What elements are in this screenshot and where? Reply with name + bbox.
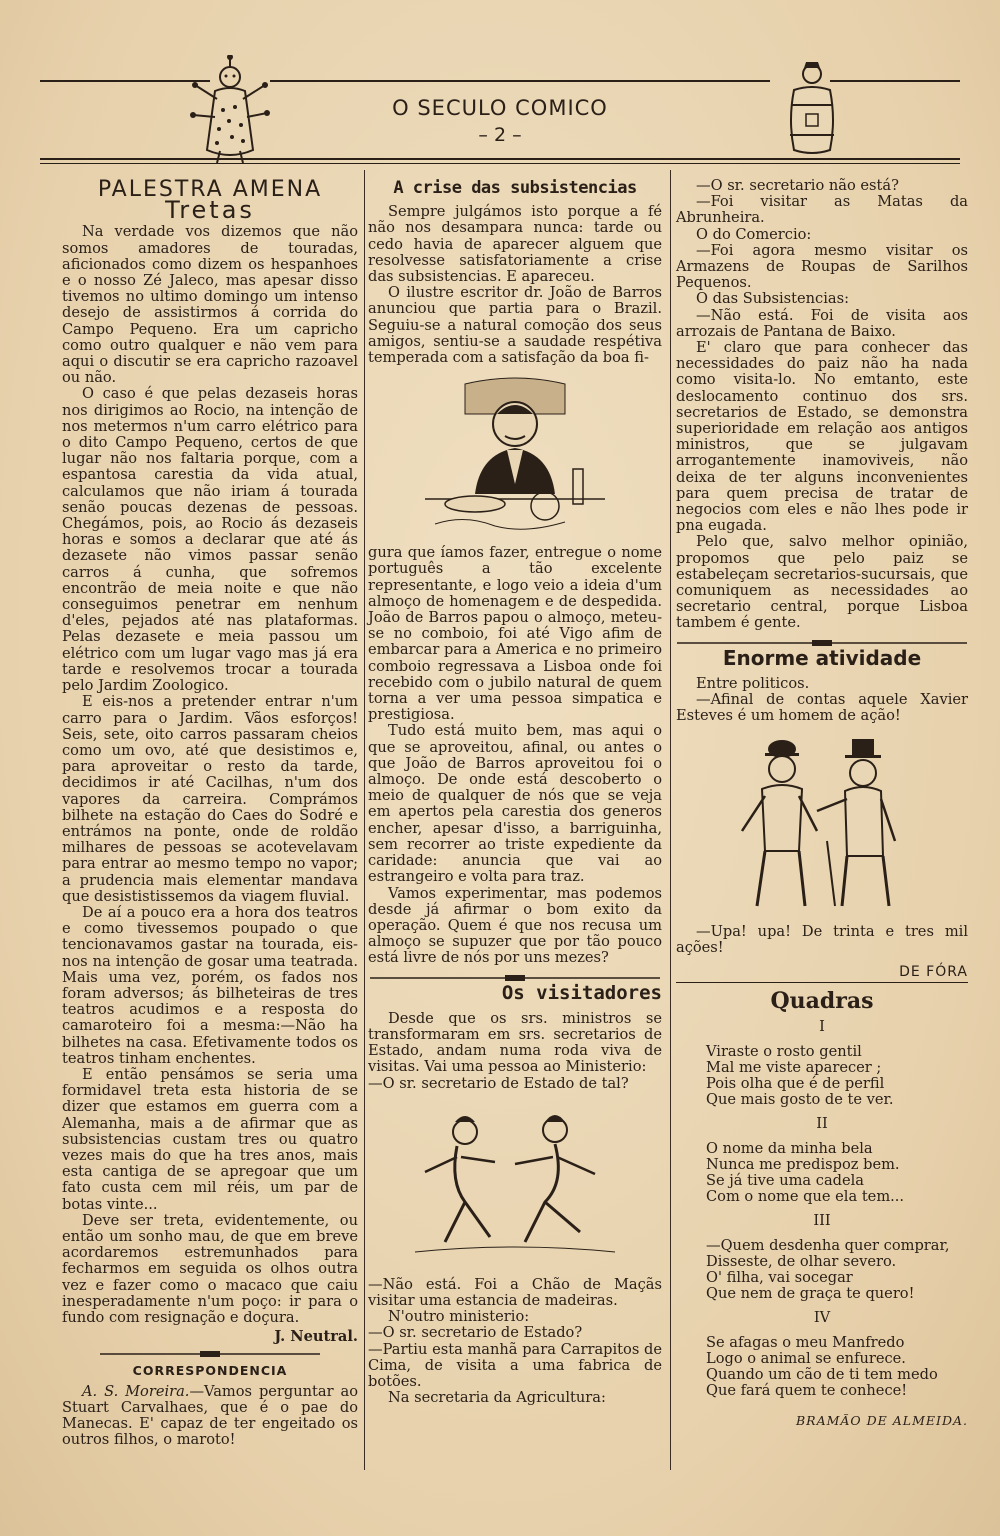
column-rule-2 [670, 170, 671, 1470]
verse-line: Que fará quem te conhece! [706, 1382, 908, 1400]
paragraph: N'outro ministerio: [388, 1308, 530, 1326]
verse-line: —Quem desdenha quer comprar, [706, 1236, 950, 1254]
paragraph: Sempre julgámos isto porque a fé não nos desampara nunca: tarde ou cedo havia de aparecer alguem que resolvesse satisfatoriamente a crise das subsistencias. E apareceu. [368, 203, 662, 286]
signature: J. Neutral. [274, 1328, 358, 1346]
stanza [676, 1044, 968, 1109]
article-title-visitadores: Os visitadores [501, 981, 662, 1004]
paragraph: —Upa! upa! De trinta e tres mil ações! [676, 922, 968, 956]
column-rule-1 [364, 170, 365, 1470]
verse-line: Que mais gosto de te ver. [706, 1091, 894, 1109]
correspondence-text: —Vamos perguntar ao Stuart Carvalhaes, que é o pae do Manecas. E' capaz de ter engeitado os outros filhos, o maroto! [62, 1382, 358, 1449]
paragraph: —Afinal de contas aquele Xavier Esteves é um homem de ação! [676, 691, 968, 725]
verse-line: Viraste o rosto gentil [706, 1042, 862, 1060]
paragraph: Pelo que, salvo melhor opinião, propomos que pelo paiz se estabeleçam secretarios-sucursais, que comuniquem as necessidades ao secretario central, porque Lisboa tambem é gente. [676, 533, 968, 632]
stanza [676, 1141, 968, 1206]
verse-line: O nome da minha bela [706, 1139, 873, 1157]
paragraph: —Foi agora mesmo visitar os Armazens de Roupas de Sarilhos Pequenos. [676, 241, 968, 292]
separator-ornament [368, 975, 662, 981]
man-dining-illustration [415, 374, 615, 539]
column-center [368, 180, 662, 1406]
verse-line: Mal me viste aparecer ; [706, 1058, 882, 1076]
two-gentlemen-illustration [707, 731, 937, 916]
paragraph: —O sr. secretario não está? [696, 177, 899, 194]
paragraph: Entre politicos. [696, 674, 810, 692]
correspondence-title: CORRESPONDENCIA [132, 1363, 288, 1379]
separator-ornament [62, 1351, 358, 1357]
paragraph: O caso é que pelas dezaseis horas nos dirigimos ao Rocio, na intenção de nos metermos n'um carro elétrico para o dito Campo Pequeno, certos de que lugar não nos faltaria porque, com a espantosa carestia da vida atual, calculamos que não iriam á tourada senão poucas dezenas de pessoas. Chegámos, pois, ao Rocio ás dezaseis horas e somos a declarar que até ás dezasete não vimos passar senão carros á cunha, que sofremos encontrão de meia noite e que não conseguimos penetrar em nenhum d'eles, pejados até nas plataformas. Pelas dezasete e meia passou um elétrico com um lugar vago mas já era tarde e resolvemos trocar a tourada pelo Jardim Zoologico. [62, 385, 358, 695]
paragraph: —Foi visitar as Matas da Abrunheira. [676, 193, 968, 227]
newspaper-title: O SECULO COMICO [392, 96, 608, 120]
stanza [676, 1238, 968, 1303]
verse-line: Pois olha que é de perfil [706, 1074, 885, 1092]
verse-line: Com o nome que ela tem... [706, 1188, 905, 1206]
stanza-number: II [816, 1115, 828, 1133]
verse-line: Se já tive uma cadela [706, 1171, 864, 1189]
paragraph: E eis-nos a pretender entrar n'um carro para o Jardim. Vãos esforços! Seis, sete, oito carros passaram cheios como um ovo, até que desistimos e, para aproveitar o resto da tarde, decidimos ir até Cacilhas, n'um dos vapores da carreira. Comprámos bilhete na estação do Caes do Sodré e entrámos na ponte, onde de roldão milhares de pessoas se acotevelavam para entrar ao mesmo tempo no vapor; a prudencia mais elementar mandava que desististissemos da viagem fluvial. [62, 693, 358, 905]
stanza-number: I [819, 1018, 825, 1036]
verse-line: Logo o animal se enfurece. [706, 1349, 906, 1367]
verse-line: Disseste, de olhar severo. [706, 1252, 897, 1270]
paragraph: O ilustre escritor dr. João de Barros anunciou que partia para o Brazil. Seguiu-se a natural comoção dos seus amigos, sentiu-se a saudade respétiva temperada com a satisfação da boa fi- [368, 284, 662, 367]
stanza-number: IV [813, 1309, 831, 1327]
men-running-illustration [395, 1102, 635, 1267]
article-title-enorme: Enorme atividade [722, 645, 922, 670]
page-number: – 2 – [478, 124, 522, 146]
verse-line: O' filha, vai socegar [706, 1268, 853, 1286]
paragraph: —O sr. secretario de Estado de tal? [368, 1074, 629, 1092]
column-right [676, 178, 968, 1430]
paragraph: Vamos experimentar, mas podemos desde já afirmar o bom exito da operação. Quem é que nos recusa um almoço se supuzer que por tão pouco está livre de nós por uns mezes? [368, 884, 662, 967]
paragraph: —Não está. Foi de visita aos arrozais de Pantana de Baixo. [676, 306, 968, 340]
article-title-crise: A crise das subsistencias [393, 178, 637, 198]
verse-line: Nunca me predispoz bem. [706, 1155, 900, 1173]
section-title-palestra: PALESTRA AMENA [97, 177, 323, 202]
paragraph: —Não está. Foi a Chão de Maçãs visitar uma estancia de madeiras. [368, 1275, 662, 1309]
paragraph: E então pensámos se seria uma formidavel treta esta historia de se dizer que estamos em guerra com a Alemanha, mais a de afirmar que as subsistencias custam tres ou quatro vezes mais do que ha tres anos, mais esta cantiga de se apregoar que um fato custa cem mil réis, um par de botas vinte... [62, 1065, 358, 1213]
paragraph: E' claro que para conhecer das necessidades do paiz não ha nada como visita-lo. No emtanto, este deslocamento continuo dos srs. secretarios de Estado, se demonstra superioridade em relação aos antigos ministros, que se julgavam arrogantemente inamoviveis, não deixa de ter alguns inconvenientes para quem precisa de tratar de negocios com eles e não lhes pode ir pna eugada. [676, 339, 968, 535]
paragraph: —O sr. secretario de Estado? [368, 1324, 583, 1342]
poem-author: BRAMÃO DE ALMEIDA. [795, 1413, 968, 1429]
article-title-tretas: Tretas [165, 196, 255, 225]
paragraph: Na verdade vos dizemos que não somos amadores de touradas, aficionados como dizem os hespanhoes e o nosso Zé Jaleco, mas apesar disso tivemos no ultimo domingo um intenso desejo de assistirmos á corrida do Campo Pequeno. Era um capricho como outro qualquer e não vem para aqui o discutir se era capricho razoavel ou não. [62, 223, 358, 387]
header-rule-bottom-thin [40, 163, 960, 164]
paragraph: Desde que os srs. ministros se transformaram em srs. secretarios de Estado, andam numa roda viva de visitas. Vai uma pessoa ao Ministerio: [368, 1009, 662, 1076]
paragraph: —Partiu esta manhã para Carrapitos de Cima, de visita a uma fabrica de botões. [368, 1340, 662, 1390]
header-rule-top-center [270, 80, 770, 82]
paragraph: O do Comercio: [696, 225, 812, 243]
paragraph: O das Subsistencias: [696, 290, 850, 308]
paragraph: gura que íamos fazer, entregue o nome português a tão excelente representante, e logo veio a ideia d'um almoço de homenagem e de despedida. João de Barros papou o almoço, meteu-se no comboio, foi até Vigo afim de embarcar para a America e no primeiro comboio regressava a Lisboa onde foi recebido com o jubilo natural de quem torna a ver uma pessoa simpatica e prestigiosa. [368, 544, 662, 724]
paragraph: Na secretaria da Agricultura: [388, 1389, 606, 1407]
verse-line: Quando um cão de ti tem medo [706, 1365, 938, 1383]
header-rule-top-right [830, 80, 960, 82]
article-title-quadras: Quadras [770, 988, 874, 1015]
correspondence-name: A. S. Moreira. [82, 1382, 190, 1400]
header-rule-bottom [40, 158, 960, 160]
verse-line: Se afagas o meu Manfredo [706, 1333, 905, 1351]
stanza-number: III [813, 1212, 831, 1230]
separator-ornament [676, 640, 968, 646]
verse-line: Que nem de graça te quero! [706, 1285, 915, 1303]
section-de-fora: DE FÓRA [676, 964, 968, 983]
paragraph: Tudo está muito bem, mas aqui o que se aproveitou, afinal, ou antes o que João de Barros aproveitou foi o almoço. De onde está descoberto o meio de qualquer de nós que se veja em apertos pela carestia dos generos encher, apesar d'isso, a barriguinha, sem recorrer ao triste expediente da caridade: anuncia que vai ao estrangeiro e volta para traz. [368, 722, 662, 886]
paragraph: Deve ser treta, evidentemente, ou então um sonho mau, de que em breve acordaremos estremunhados para fecharmos em seguida os olhos outra vez e fazer como o macaco que caiu inesperadamente n'um poço: ir para o fundo com resignação e doçura. [62, 1211, 358, 1327]
stanza [676, 1335, 968, 1400]
paragraph: De aí a pouco era a hora dos teatros e como tivessemos poupado o que tencionavamos gastar na tourada, eis-nos na intenção de gosar uma teatrada. Mais uma vez, porém, os fados nos foram adversos; ás bilheteiras de tres teatros acudimos e a resposta do camaroteiro foi a mesma:—Não ha bilhetes na casa. Efetivamente todos os teatros tinham enchentes. [62, 903, 358, 1067]
column-left [62, 178, 358, 1448]
